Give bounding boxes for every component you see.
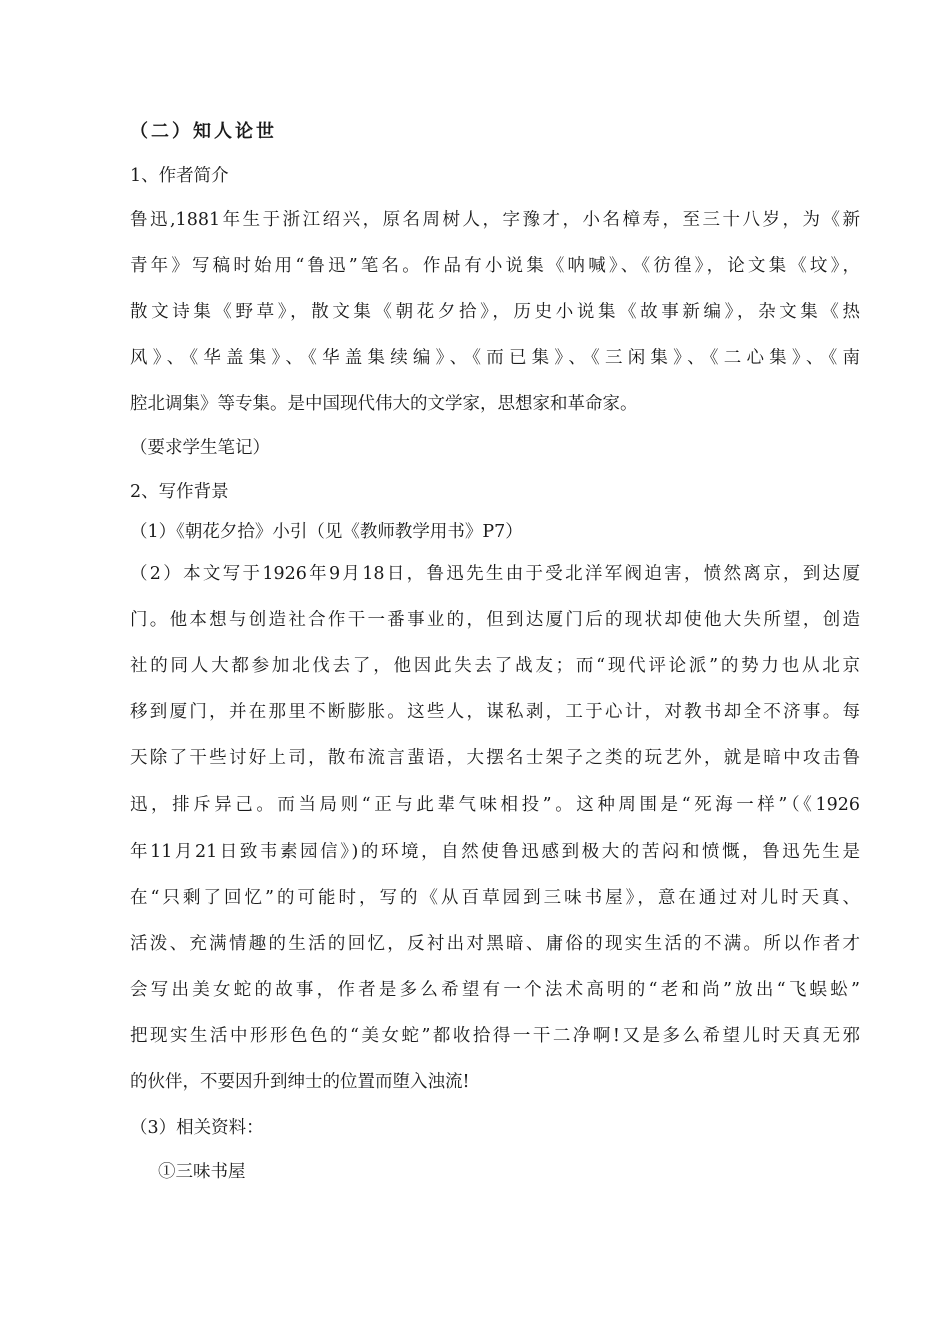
item-2-line: 把现实生活中形形色色的“美女蛇”都收拾得一干二净啊!又是多么希望儿时天真无邪 (130, 1026, 860, 1046)
item-2-line: 迅，排斥异己。而当局则“正与此辈气味相投”。这种周围是“死海一样”（《1926 (130, 795, 860, 815)
item-2-line: 活泼、充满情趣的生活的回忆，反衬出对黑暗、庸俗的现实生活的不满。所以作者才 (130, 934, 860, 954)
item-2-line: 门。他本想与创造社合作干一番事业的，但到达厦门后的现状却使他大失所望，创造 (130, 610, 860, 630)
author-paragraph-line: 青年》写稿时始用“鲁迅”笔名。作品有小说集《呐喊》、《彷徨》，论文集《坟》， (130, 256, 860, 276)
item-2-line: 社的同人大都参加北伐去了，他因此失去了战友；而“现代评论派”的势力也从北京 (130, 656, 860, 676)
item-1: （1）《朝花夕拾》小引（见《教师教学用书》P7） (130, 522, 523, 542)
author-heading: 1、作者简介 (130, 166, 229, 186)
author-paragraph-line: 散文诗集《野草》，散文集《朝花夕拾》，历史小说集《故事新编》，杂文集《热 (130, 302, 860, 322)
item-2-line: 移到厦门，并在那里不断膨胀。这些人，谋私剥，工于心计，对教书却全不济事。每 (130, 702, 860, 722)
item-2-line: 在“只剩了回忆”的可能时，写的《从百草园到三味书屋》，意在通过对儿时天真、 (130, 888, 860, 908)
item-2-line: 会写出美女蛇的故事，作者是多么希望有一个法术高明的“老和尚”放出“飞蜈蚣” (130, 980, 860, 1000)
author-paragraph-line: 腔北调集》等专集。是中国现代伟大的文学家，思想家和革命家。 (130, 394, 638, 414)
item-3: （3）相关资料： (130, 1118, 264, 1138)
author-paragraph-line: 风》、《华盖集》、《华盖集续编》、《而已集》、《三闲集》、《二心集》、《南 (130, 348, 860, 368)
item-2-line: 天除了干些讨好上司，散布流言蜚语，大摆名士架子之类的玩艺外，就是暗中攻击鲁 (130, 748, 860, 768)
item-2-line: 的伙伴，不要因升到绅士的位置而堕入浊流! (130, 1072, 470, 1092)
author-paragraph-line: 鲁迅,1881年生于浙江绍兴，原名周树人，字豫才，小名樟寿，至三十八岁，为《新 (130, 210, 860, 230)
section-title: （二）知人论世 (130, 121, 277, 142)
background-heading: 2、写作背景 (130, 482, 229, 502)
note-text: （要求学生笔记） (130, 438, 270, 458)
item-2-line: 年11月21日致韦素园信》)的环境，自然使鲁迅感到极大的苦闷和愤慨，鲁迅先生是 (130, 842, 860, 862)
subitem-1: ①三味书屋 (158, 1162, 246, 1182)
item-2-line: （2）本文写于1926年9月18日，鲁迅先生由于受北洋军阀迫害，愤然离京，到达厦 (130, 564, 860, 584)
